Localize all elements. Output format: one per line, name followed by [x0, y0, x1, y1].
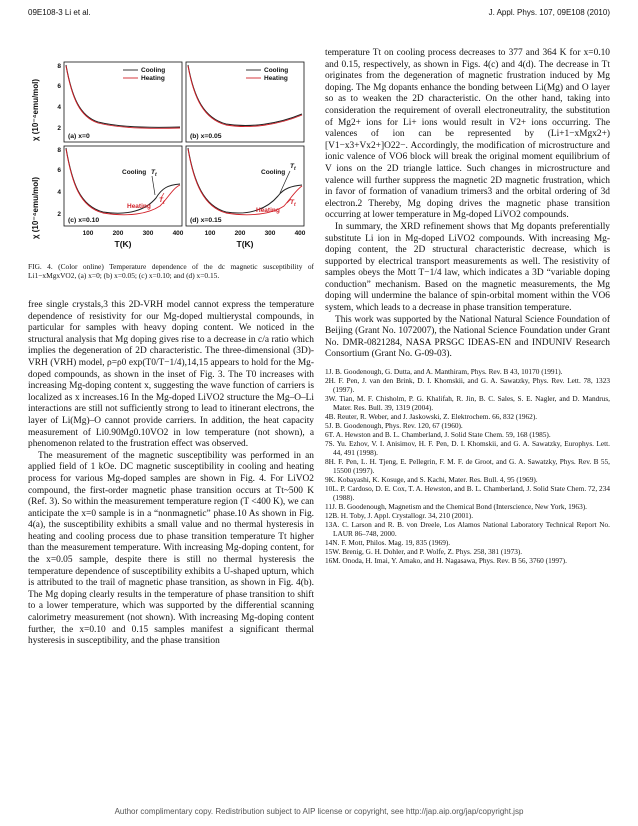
reference-item: 6T. A. Hewston and B. L. Chamberland, J. Solid State Chem. 59, 168 (1985).	[325, 430, 551, 440]
reference-item: 5J. B. Goodenough, Phys. Rev. 120, 67 (1960).	[325, 421, 463, 431]
curve-d-cooling	[188, 148, 302, 213]
copyright-footer: Author complimentary copy. Redistribution subject to AIP license or copyright, see http://jap.aip.org/jap/copyright.jsp	[114, 807, 524, 816]
reference-item: 15W. Brenig, G. H. Dohler, and P. Wolfe, Z. Phys. 258, 381 (1973).	[325, 547, 523, 557]
reference-item: 11J. B. Goodenough, Magnetism and the Chemical Bond (Interscience, New York, 1963).	[325, 502, 587, 512]
annot-heating-d: Heating	[256, 207, 280, 214]
ytick-top-8: 8	[57, 63, 61, 70]
right-column	[325, 48, 610, 565]
reference-item: 3W. Tian, M. F. Chisholm, P. G. Khalifah, R. Jin, B. C. Sales, S. E. Nagler, and D. Mandrus, Mater. Res. Bull. 39, 1319 (2004).	[325, 394, 610, 413]
ytick-bottom-2: 2	[57, 211, 61, 218]
reference-item: 10L. P. Cardoso, D. E. Cox, T. A. Hewston, and B. L. Chamberland, J. Solid State Chem. 72, 234 (1988).	[325, 484, 610, 503]
panel-label-a: (a) x=0	[68, 133, 90, 140]
panel-label-b: (b) x=0.05	[190, 133, 222, 140]
xtick-left-400: 400	[172, 230, 184, 237]
annot-heating-c: Heating	[127, 203, 151, 210]
xtick-left-100: 100	[82, 230, 94, 237]
xtick-right-200: 200	[234, 230, 246, 237]
y-axis-label-bottom: χ (10⁻⁴emu/mol)	[31, 176, 40, 240]
x-axis-label-left: T(K)	[114, 239, 132, 249]
reference-list	[325, 367, 610, 565]
panel-c-frame	[64, 146, 182, 226]
right-paragraph-2: In summary, the XRD refinement shows that Mg dopants preferentially substitute Li ion in Mg-doped LiVO2 compounds. With increasing Mg-doping content, the 2D structural characteristic decrease, which is supported by electrical transport measurements as well. The resistivity of samples obeys the Mott T−1/4 law, which indicates a 3D “variable doping conduction” mechanism. Based on the magnetic measurements, the Mg doping will undermine the balance of spin-orbital moment within the VO6 system, which leads to a decrease in phase transition temperature.	[325, 221, 610, 314]
annot-tt-c-cool: $T_t$	[151, 169, 157, 178]
panel-label-c: (c) x=0.10	[68, 217, 100, 224]
ytick-bottom-8: 8	[57, 147, 61, 154]
left-column	[28, 300, 314, 648]
annot-tt-c-heat: $T_t$	[159, 197, 165, 206]
xtick-left-300: 300	[142, 230, 154, 237]
reference-item: 8H. F. Pen, L. H. Tjeng, E. Pellegrin, F. M. F. de Groot, and G. A. Sawatzky, Phys. Rev. B 55, 15500 (1997).	[325, 457, 610, 476]
xtick-right-100: 100	[204, 230, 216, 237]
right-paragraph-3: This work was supported by the National Natural Science Foundation of Beijing (Grant No. 1072007), the National Science Foundation under Grant No. DMR-0821284, NASA PRSGC IDEAS-EN and INDUNIV Research Consortium (Grant No. G-09-03).	[325, 314, 610, 360]
reference-item: 9K. Kobayashi, K. Kosuge, and S. Kachi, Mater. Res. Bull. 4, 95 (1969).	[325, 475, 538, 485]
legend-cooling-b: Cooling	[264, 67, 289, 74]
left-paragraph-2: The measurement of the magnetic susceptibility was performed in an applied field of 1 kOe. DC magnetic susceptibility in cooling and heating process for various Mg-doped samples are shown in Fig. 4. For LiVO2 compound, the first-order magnetic phase transition occurs at Tt~500 K (Ref. 3). So within the measurement temperature region (T <400 K), we can anticipate the x=0 sample is in a “nonmagnetic” phase.10 As shown in Fig. 4(a), the susceptibility exhibits a small value and no thermal hysteresis in heating and cooling process due to phase transition temperature Tt higher than the measurement temperature. With increasing Mg-doping content, for the x=0.05 sample, despite there is still no thermal hysteresis the temperature dependence of susceptibility exhibits a U-shaped upturn, which is attributed to the trail of magnetic phase transition, as shown in Fig. 4(b). The Mg doping clearly results in the temperature of phase transition to shift to a lower temperature, which was supported by the differential scanning calorimetry measurement (not shown). With increasing Mg-doping content further, the x=0.10 and 0.15 samples manifest a significant thermal hysteresis in susceptibility, and the phase transition	[28, 450, 314, 647]
annot-tt-d-heat: $T_t$	[290, 199, 296, 208]
panel-b-frame	[186, 62, 304, 142]
header-left: 09E108-3 Li et al.	[28, 8, 91, 17]
ytick-bottom-4: 4	[57, 189, 61, 196]
annot-cooling-c: Cooling	[122, 169, 147, 176]
ytick-top-4: 4	[57, 104, 61, 111]
reference-item: 13A. C. Larson and R. B. von Dreele, Los Alamos National Laboratory Technical Report No. LAUR 86–748, 2000.	[325, 520, 610, 539]
legend-heating-a: Heating	[141, 75, 165, 82]
panel-label-d: (d) x=0.15	[190, 217, 222, 224]
arrow-c-cool	[152, 176, 155, 195]
reference-item: 4B. Reuter, R. Weber, and J. Jaskowski, Z. Elektrochem. 66, 832 (1962).	[325, 412, 538, 422]
ytick-bottom-6: 6	[57, 167, 61, 174]
panel-a-frame	[64, 62, 182, 142]
panel-d-frame	[186, 146, 304, 226]
reference-item: 16M. Onoda, H. Imai, Y. Amako, and H. Nagasawa, Phys. Rev. B 56, 3760 (1997).	[325, 556, 567, 566]
x-axis-label-right: T(K)	[236, 239, 254, 249]
xtick-right-300: 300	[264, 230, 276, 237]
xtick-left-200: 200	[112, 230, 124, 237]
y-axis-label-top: χ (10⁻⁴emu/mol)	[31, 78, 40, 142]
reference-item: 1J. B. Goodenough, G. Dutta, and A. Manthiram, Phys. Rev. B 43, 10170 (1991).	[325, 367, 563, 377]
ytick-top-6: 6	[57, 83, 61, 90]
legend-heating-b: Heating	[264, 75, 288, 82]
annot-tt-d-cool: $T_t$	[290, 163, 296, 172]
susceptibility-figure	[28, 48, 316, 258]
left-paragraph-1: free single crystals,3 this 2D-VRH model cannot express the temperature dependence of resistivity for our Mg-doped multierystal compounds, in particular for samples with heavy doping content. We noticed in the structural analysis that Mg doping gives rise to a decrease in c/a ratio which implies the degeneration of 2D characteristic. The three-dimensional (3D)-VRH (VRH) model, ρ=ρ0 exp(T0/T−1/4),14,15 appears to hold for the Mg-doped compounds, as shown in the inset of Fig. 3. The T0 increases with increasing Mg-doping content x, suggesting the wave function of carriers is localized as x increases.16 In the Mg-doped LiVO2 structure the Mg–O–Li interactions are still not sufficiently strong to lead to itinerant electrons, the layer of Li(Mg)–O cannot provide carriers. In addition, the heat capacity measurement of Li0.90Mg0.10VO2 in low temperature (not shown), a phenomenon related to the frustration effect was observed.	[28, 300, 314, 450]
legend-cooling-a: Cooling	[141, 67, 166, 74]
reference-item: 7S. Yu. Ezhov, V. I. Anisimov, H. F. Pen, D. I. Khomskii, and G. A. Sawatzky, Europhys. Lett. 44, 491 (1998).	[325, 439, 610, 458]
header-right: J. Appl. Phys. 107, 09E108 (2010)	[488, 8, 610, 17]
xtick-right-400: 400	[294, 230, 306, 237]
ytick-top-2: 2	[57, 125, 61, 132]
running-header	[28, 8, 610, 22]
right-paragraph-1: temperature Tt on cooling process decreases to 377 and 364 K for x=0.10 and 0.15, respectively, as shown in Figs. 4(c) and 4(d). The decrease in Tt originates from the degeneration of magnetic frustration induced by Mg doping. The Mg dopants enhance the bonding between Li(Mg) and O layer so as to weaken the 2D characteristic. On the other hand, taking into consideration the requirement of overall electroneutrality, the substitution of Mg2+ ions for Li+ ions would result in V2+ ions occurring. The valences of ion can be represented by (Li+1−xMgx2+)[V1−x3+Vx2+]O22−. Accordingly, the modification of microstructure and ionic valence of VO6 block will break the original moment equilibrium of V ions on the 2D triangle lattice. Such changes in microstructure and valence will further suppress the magnetic 2D magnetic frustration, which in favor of formation of vanadium trimers3 and the orbital ordering of 3d electron.2 Thereby, Mg doping drives the magnetic phase transition occurring at lower temperature in Mg-doped LiVO2 compounds.	[325, 48, 610, 221]
figure-caption: FIG. 4. (Color online) Temperature dependence of the dc magnetic susceptibility of Li1−xMgxVO2, (a) x=0; (b) x=0.05; (c) x=0.10; and (d) x=0.15.	[28, 262, 314, 281]
annot-cooling-d: Cooling	[261, 169, 286, 176]
reference-item: 14N. F. Mott, Philos. Mag. 19, 835 (1969).	[325, 538, 451, 548]
reference-item: 12B. H. Toby, J. Appl. Crystallogr. 34, 210 (2001).	[325, 511, 474, 521]
reference-item: 2H. F. Pen, J. van den Brink, D. I. Khomskii, and G. A. Sawatzky, Phys. Rev. Lett. 78, 1323 (1997).	[325, 376, 610, 395]
